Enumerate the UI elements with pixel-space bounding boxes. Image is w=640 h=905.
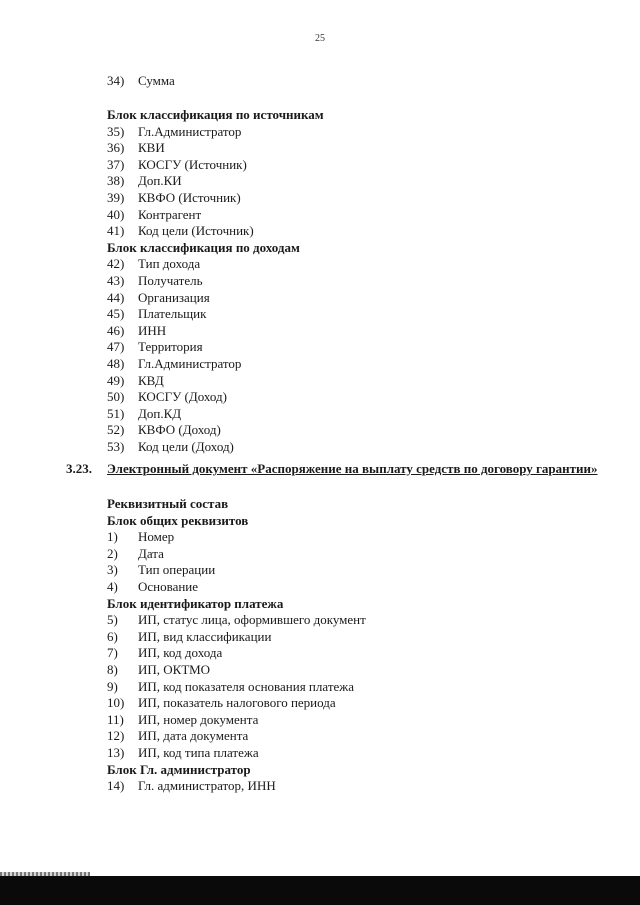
composition-heading: Реквизитный состав (107, 496, 229, 511)
item-number: 14) (107, 778, 125, 794)
list-item (107, 207, 324, 224)
block-heading-admin: Блок Гл. администратор (107, 761, 251, 777)
block-heading-payment: Блок идентификатор платежа (107, 595, 284, 611)
list-item (107, 629, 366, 646)
item-number: 39) (107, 189, 125, 205)
list-item (107, 529, 366, 546)
item-text: Территория (138, 339, 203, 355)
item-number: 35) (107, 123, 125, 139)
item-number: 4) (107, 578, 118, 594)
block-heading-general: Блок общих реквизитов (107, 512, 249, 528)
item-number: 10) (107, 695, 125, 711)
item-number: 12) (107, 728, 125, 744)
continuation-list (107, 73, 175, 90)
list-item (107, 256, 324, 273)
item-number: 40) (107, 206, 125, 222)
list-item (107, 645, 366, 662)
list-item (107, 190, 324, 207)
item-number: 53) (107, 438, 125, 454)
item-number: 50) (107, 389, 125, 405)
list-item (107, 273, 324, 290)
page-number: 25 (315, 33, 325, 44)
section-title: Электронный документ «Распоряжение на выплату средств по договору гарантии» (107, 461, 598, 476)
section-number: 3.23. (66, 461, 92, 476)
list-item (107, 546, 366, 563)
list-item (107, 323, 324, 340)
item-text: Тип операции (138, 562, 216, 578)
item-text: КВД (138, 372, 164, 388)
item-number: 48) (107, 355, 125, 371)
item-number: 51) (107, 405, 125, 421)
item-text: Номер (138, 529, 175, 545)
list-item (107, 223, 324, 240)
item-text: КВФО (Источник) (138, 189, 241, 205)
list-item (107, 422, 324, 439)
item-text: КОСГУ (Доход) (138, 389, 227, 405)
item-text: КВИ (138, 140, 165, 156)
item-text: ИНН (138, 322, 167, 338)
item-text: Организация (138, 289, 210, 305)
list-item (107, 778, 366, 795)
item-number: 47) (107, 339, 125, 355)
item-number: 6) (107, 628, 118, 644)
list-item (107, 439, 324, 456)
list-item (107, 356, 324, 373)
item-text: Код цели (Источник) (138, 223, 254, 239)
item-text: ИП, вид классификации (138, 628, 272, 644)
item-number: 9) (107, 678, 118, 694)
list-item (107, 562, 366, 579)
list-item (107, 373, 324, 390)
item-text: ИП, дата документа (138, 728, 249, 744)
list-item (107, 695, 366, 712)
list-item (107, 389, 324, 406)
item-text: Гл.Администратор (138, 355, 242, 371)
list-item (107, 679, 366, 696)
list-item (107, 73, 175, 90)
item-number: 3) (107, 562, 118, 578)
item-text: Контрагент (138, 206, 202, 222)
list-item (107, 745, 366, 762)
item-number: 42) (107, 256, 125, 272)
item-number: 7) (107, 645, 118, 661)
item-number: 8) (107, 661, 118, 677)
list-item (107, 728, 366, 745)
block-heading-income: Блок классификация по доходам (107, 239, 300, 255)
list-item (107, 157, 324, 174)
section-body (107, 496, 366, 795)
item-number: 13) (107, 744, 125, 760)
item-number: 37) (107, 156, 125, 172)
item-text: Сумма (138, 73, 175, 88)
list-item (107, 173, 324, 190)
item-text: Доп.КИ (138, 173, 182, 189)
item-number: 11) (107, 711, 124, 727)
item-text: ИП, код дохода (138, 645, 223, 661)
item-number: 36) (107, 140, 125, 156)
item-number: 5) (107, 612, 118, 628)
item-number: 2) (107, 545, 118, 561)
list-item (107, 306, 324, 323)
list-item (107, 579, 366, 596)
item-text: Код цели (Доход) (138, 438, 234, 454)
item-text: ИП, код показателя основания платежа (138, 678, 355, 694)
list-item (107, 124, 324, 141)
item-text: ИП, показатель налогового периода (138, 695, 336, 711)
item-number: 52) (107, 422, 125, 438)
item-number: 49) (107, 372, 125, 388)
item-number: 38) (107, 173, 125, 189)
item-text: ИП, номер документа (138, 711, 259, 727)
item-text: ИП, ОКТМО (138, 661, 211, 677)
list-item (107, 712, 366, 729)
list-item (107, 339, 324, 356)
list-item (107, 140, 324, 157)
list-item (107, 290, 324, 307)
list-item (107, 406, 324, 423)
item-number: 43) (107, 272, 125, 288)
item-number: 34) (107, 73, 125, 88)
item-text: Гл. администратор, ИНН (138, 778, 276, 794)
item-number: 41) (107, 223, 125, 239)
item-text: ИП, статус лица, оформившего документ (138, 612, 366, 628)
item-text: Получатель (138, 272, 203, 288)
list-item (107, 662, 366, 679)
scan-bottom-border (0, 876, 640, 905)
item-text: Плательщик (138, 306, 207, 322)
item-number: 46) (107, 322, 125, 338)
sources-block (107, 107, 324, 455)
item-text: КОСГУ (Источник) (138, 156, 247, 172)
item-text: Дата (138, 545, 164, 561)
item-text: ИП, код типа платежа (138, 744, 259, 760)
item-number: 45) (107, 306, 125, 322)
item-text: Доп.КД (138, 405, 182, 421)
item-text: КВФО (Доход) (138, 422, 221, 438)
block-heading-sources: Блок классификация по источникам (107, 107, 324, 122)
item-text: Тип дохода (138, 256, 201, 272)
item-number: 44) (107, 289, 125, 305)
item-text: Основание (138, 578, 199, 594)
list-item (107, 612, 366, 629)
item-number: 1) (107, 529, 118, 545)
item-text: Гл.Администратор (138, 123, 242, 139)
